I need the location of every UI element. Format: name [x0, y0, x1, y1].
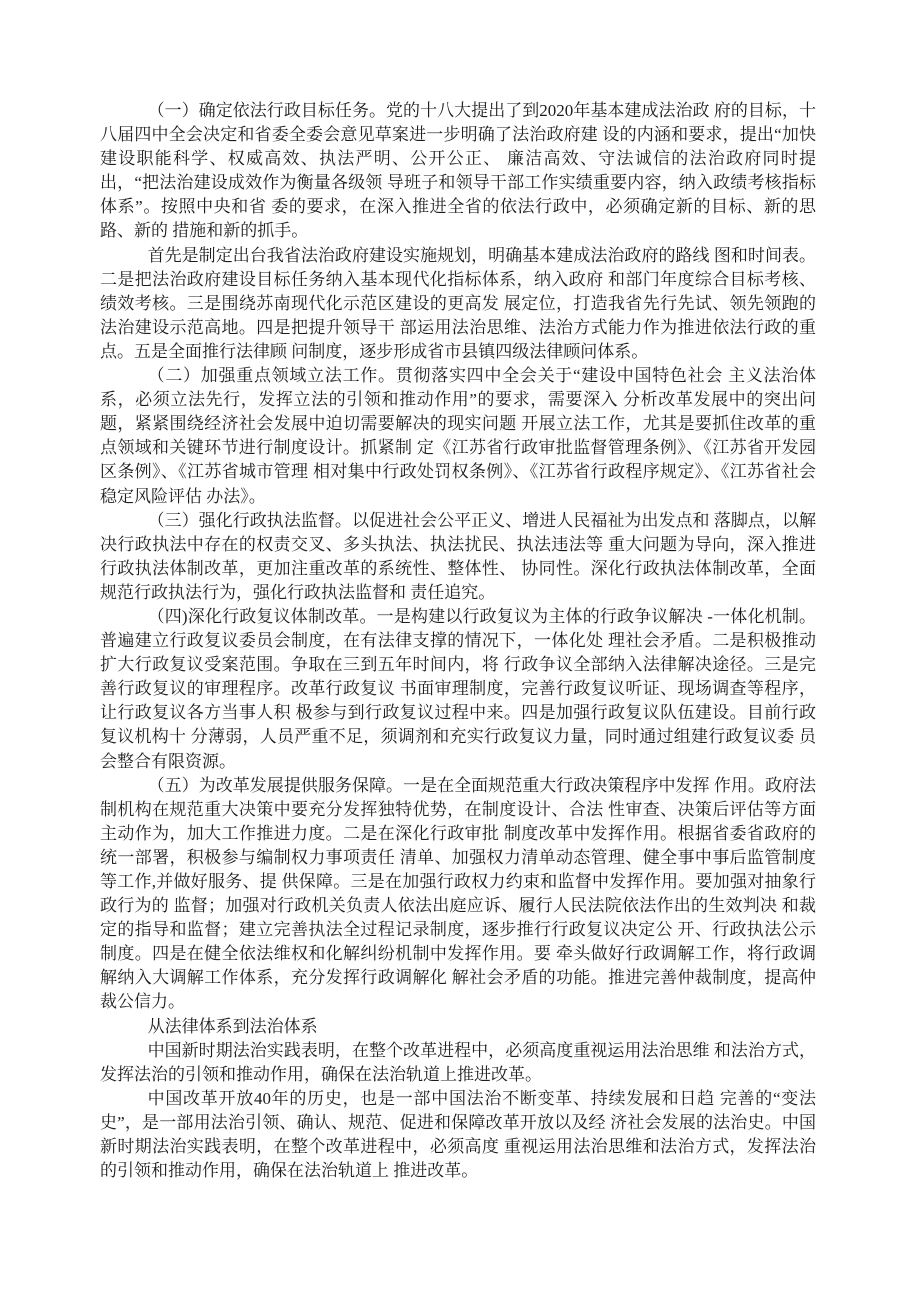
para-1-objectives: （一）确定依法行政目标任务。党的十八大提出了到2020年基本建成法治政 府的目标，十八届四中全会决定和省委全委会意见草案进一步明确了法治政府建 设的内涵和要求，提出“加快建设职能科学、权威高效、执法严明、公开公正、 廉洁高效、守法诚信的法治政府同时提出，“把法治建设成效作为衡量各级领 导班子和领导干部工作实绩重要内容，纳入政绩考核指标体系”。按照中央和省 委的要求，在深入推进全省的依法行政中，必须确定新的目标、新的思路、新的 措施和新的抓手。: [100, 101, 816, 241]
para-6-service-guarantee: （五）为改革发展提供服务保障。一是在全面规范重大行政决策程序中发挥 作用。政府法制机构在规范重大决策中要充分发挥独特优势，在制度设计、合法 性审查、决策后评估等方面主动作为，加大工作推进力度。二是在深化行政审批 制度改革中发挥作用。根据省委省政府的统一部署，积极参与编制权力事项责任 清单、加强权力清单动态管理、健全事中事后监管制度等工作,并做好服务、提 供保障。三是在加强行政权力约束和监督中发挥作用。要加强对抽象行政行为的 监督；加强对行政机关负责人依法出庭应诉、履行人民法院依法作出的生效判决 和裁定的指导和监督；建立完善执法全过程记录制度，逐步推行行政复议决定公 开、行政执法公示制度。四是在健全依法维权和化解纠纷机制中发挥作用。要 牵头做好行政调解工作，将行政调解纳入大调解工作体系，充分发挥行政调解化 解社会矛盾的功能。推进完善仲裁制度，提高仲裁公信力。: [100, 775, 816, 1012]
para-4-enforcement-supervision: （三）强化行政执法监督。以促进社会公平正义、增进人民福祉为出发点和 落脚点，以解决行政执法中存在的权责交叉、多头执法、执法扰民、执法违法等 重大问题为导向，深入推进行政执法体制改革，更加注重改革的系统性、整体性、 协同性。深化行政执法体制改革，全面规范行政执法行为，强化行政执法监督和 责任追究。: [100, 510, 816, 602]
para-5-administrative-review-reform: （四)深化行政复议体制改革。一是构建以行政复议为主体的行政争议解决 -一体化机制。普遍建立行政复议委员会制度，在有法律支撑的情况下，一体化处 理社会矛盾。二是积极推动扩大行政复议受案范围。争取在三到五年时间内，将 行政争议全部纳入法律解决途径。三是完善行政复议的审理程序。改革行政复议 书面审理制度，完善行政复议听证、现场调查等程序，让行政复议各方当事人积 极参与到行政复议过程中来。四是加强行政复议队伍建设。目前行政复议机构十 分薄弱，人员严重不足，须调剂和充实行政复议力量，同时通过组建行政复议委 员会整合有限资源。: [100, 606, 816, 771]
section-heading-legal-system-to-rule-of-law: 从法律体系到法治体系: [147, 1016, 318, 1036]
para-2-five-measures: 首先是制定出台我省法治政府建设实施规划，明确基本建成法治政府的路线 图和时间表。二是把法治政府建设目标任务纳入基本现代化指标体系，纳入政府 和部门年度综合目标考核、绩效考核。三是围绕苏南现代化示范区建设的更高发 展定位，打造我省先行先试、领先领跑的法治建设示范高地。四是把提升领导干 部运用法治思维、法治方式能力作为推进依法行政的重点。五是全面推行法律顾 问制度，逐步形成省市县镇四级法律顾问体系。: [100, 245, 816, 361]
para-3-key-legislation: （二）加强重点领域立法工作。贯彻落实四中全会关于“建设中国特色社会 主义法治体系，必须立法先行，发挥立法的引领和推动作用”的要求，需要深入 分析改革发展中的突出问题，紧紧围绕经济社会发展中迫切需要解决的现实问题 开展立法工作，尤其是要抓住改革的重点领域和关键环节进行制度设计。抓紧制 定《江苏省行政审批监督管理条例》、《江苏省开发园区条例》、《江苏省城市管理 相对集中行政处罚权条例》、《江苏省行政程序规定》、《江苏省社会稳定风险评估 办法》。: [100, 366, 816, 506]
para-7-rule-of-law-practice: 中国新时期法治实践表明，在整个改革进程中，必须高度重视运用法治思维 和法治方式，发挥法治的引领和推动作用，确保在法治轨道上推进改革。: [100, 1040, 816, 1084]
para-8-reform-history: 中国改革开放40年的历史，也是一部中国法治不断变革、持续发展和日趋 完善的“变法史”，是一部用法治引领、确认、规范、促进和保障改革开放以及经 济社会发展的法治史。中国新时期法治实践表明，在整个改革进程中，必须高度 重视运用法治思维和法治方式，发挥法治的引领和推动作用，确保在法治轨道上 推进改革。: [100, 1088, 816, 1181]
